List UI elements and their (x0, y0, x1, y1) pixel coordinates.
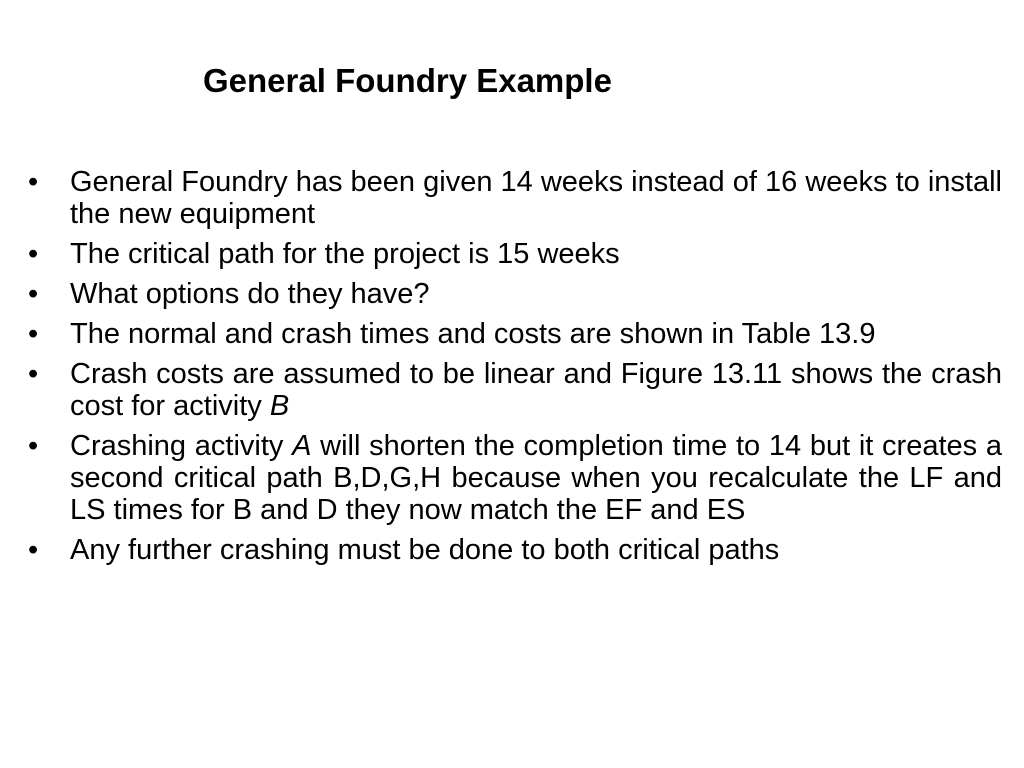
bullet-item (28, 238, 1002, 270)
bullet-text-segment: Crashing activity (70, 430, 293, 462)
bullet-marker: • (28, 534, 39, 566)
bullet-text-segment: Crash costs are assumed to be linear and Figure 13.11 shows the crash cost for activity (70, 358, 1002, 422)
bullet-italic-activity: A (292, 430, 312, 462)
bullet-text (70, 430, 1002, 526)
bullet-item (28, 318, 1002, 350)
bullet-text-segment: will shorten the completion time to 14 but it creates a second critical path B,D,G,H because when you recalculate the LF and LS times for B and D they now match the EF and ES (70, 430, 1002, 526)
slide-title: General Foundry Example (203, 62, 612, 99)
bullet-item (28, 166, 1002, 230)
bullet-item (28, 534, 1002, 566)
bullet-item (28, 278, 1002, 310)
bullet-marker: • (28, 430, 39, 462)
bullet-text (70, 358, 1002, 422)
bullet-text: Any further crashing must be done to both critical paths (70, 534, 780, 566)
bullet-item (28, 430, 1002, 526)
bullet-text: What options do they have? (70, 278, 430, 310)
bullet-text: The critical path for the project is 15 weeks (70, 238, 620, 270)
bullet-italic-activity: B (269, 390, 290, 422)
bullet-marker: • (28, 238, 39, 270)
bullet-marker: • (28, 318, 39, 350)
bullet-text: General Foundry has been given 14 weeks instead of 16 weeks to install the new equipment (70, 166, 1002, 230)
bullet-marker: • (28, 278, 39, 310)
bullet-item (28, 358, 1002, 422)
bullet-marker: • (28, 166, 39, 198)
bullet-text: The normal and crash times and costs are shown in Table 13.9 (70, 318, 876, 350)
bullet-list (28, 166, 1002, 574)
bullet-marker: • (28, 358, 39, 390)
